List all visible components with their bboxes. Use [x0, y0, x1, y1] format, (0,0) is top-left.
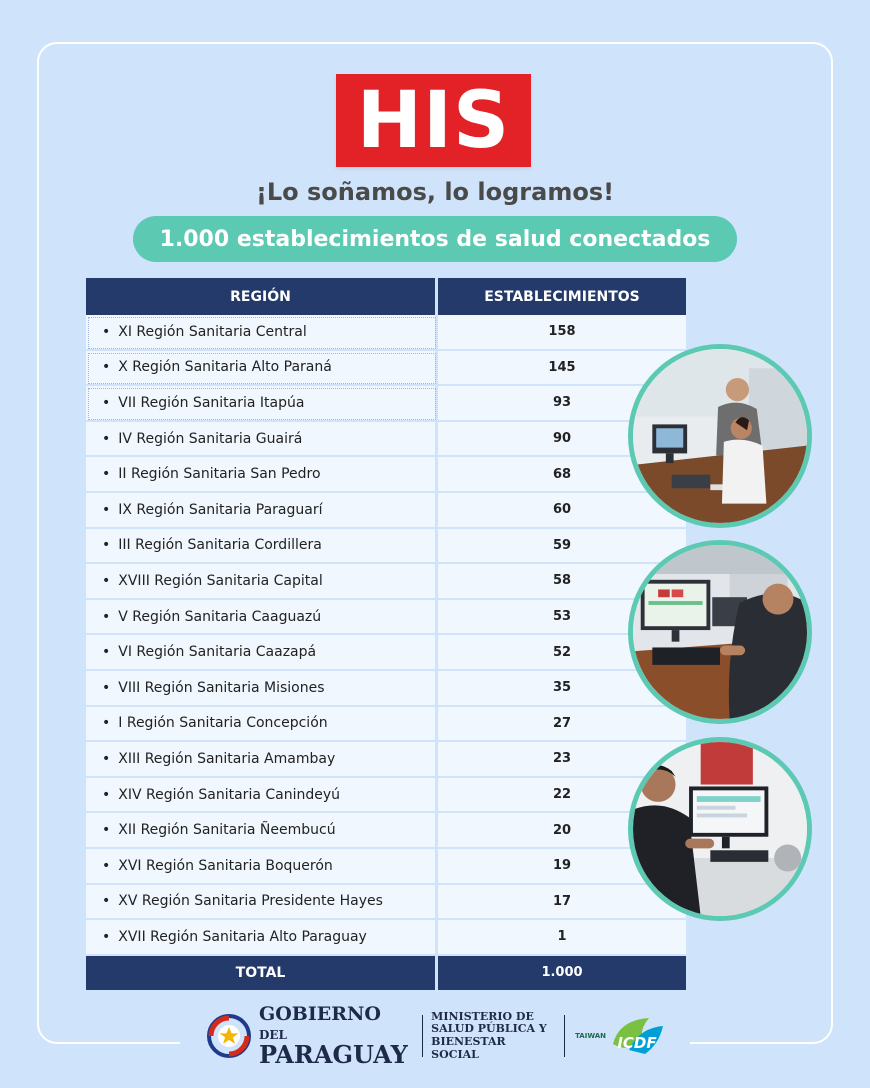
- taiwan-label: TAIWAN: [575, 1032, 606, 1040]
- region-cell: • III Región Sanitaria Cordillera: [86, 529, 438, 565]
- ministry-line1: MINISTERIO DE: [431, 1009, 534, 1023]
- region-cell: • V Región Sanitaria Caaguazú: [86, 600, 438, 636]
- highlight-pill: 1.000 establecimientos de salud conectados: [133, 216, 737, 262]
- gov-line2: PARAGUAY: [259, 1040, 408, 1069]
- region-cell: • XVIII Región Sanitaria Capital: [86, 564, 438, 600]
- tagline: ¡Lo soñamos, lo logramos!: [255, 178, 615, 206]
- count-cell: 145: [438, 351, 686, 387]
- table-row: [86, 493, 686, 529]
- government-wordmark: [259, 1005, 414, 1067]
- footer-divider: [422, 1015, 423, 1057]
- total-value: 1.000: [438, 956, 686, 990]
- gov-line1: GOBIERNO: [259, 1003, 381, 1025]
- region-cell: • XV Región Sanitaria Presidente Hayes: [86, 885, 438, 921]
- region-cell: • XI Región Sanitaria Central: [86, 315, 438, 351]
- region-cell: • I Región Sanitaria Concepción: [86, 707, 438, 743]
- count-cell: 93: [438, 386, 686, 422]
- count-cell: 17: [438, 885, 686, 921]
- ministry-line2: SALUD PÚBLICA Y: [431, 1022, 547, 1036]
- region-cell: • X Región Sanitaria Alto Paraná: [86, 351, 438, 387]
- count-cell: 60: [438, 493, 686, 529]
- table-row: [86, 742, 686, 778]
- table-row: [86, 564, 686, 600]
- table-row: [86, 707, 686, 743]
- count-cell: 68: [438, 457, 686, 493]
- ministry-wordmark: [431, 1011, 556, 1062]
- table-total-row: [86, 956, 686, 990]
- count-cell: 23: [438, 742, 686, 778]
- table-row: [86, 315, 686, 351]
- region-cell: • IX Región Sanitaria Paraguarí: [86, 493, 438, 529]
- table-row: [86, 386, 686, 422]
- his-logo: [336, 74, 531, 167]
- count-cell: 35: [438, 671, 686, 707]
- photo-staff-at-computer: [628, 344, 812, 528]
- column-header-region: REGIÓN: [86, 278, 438, 315]
- region-cell: • VI Región Sanitaria Caazapá: [86, 635, 438, 671]
- total-label: TOTAL: [86, 956, 438, 990]
- region-cell: • VIII Región Sanitaria Misiones: [86, 671, 438, 707]
- his-logo-text: HIS: [356, 75, 511, 166]
- table-row: [86, 351, 686, 387]
- count-cell: 20: [438, 813, 686, 849]
- table-row: [86, 600, 686, 636]
- table-row: [86, 813, 686, 849]
- table-row: [86, 885, 686, 921]
- icdf-logo-icon: [609, 1014, 665, 1058]
- table-header-row: [86, 278, 686, 315]
- region-cell: • XII Región Sanitaria Ñeembucú: [86, 813, 438, 849]
- column-header-establishments: ESTABLECIMIENTOS: [438, 278, 686, 315]
- region-cell: • II Región Sanitaria San Pedro: [86, 457, 438, 493]
- count-cell: 19: [438, 849, 686, 885]
- user-at-computer-icon: [633, 742, 807, 916]
- table-row: [86, 635, 686, 671]
- table-row: [86, 529, 686, 565]
- footer-logos: [205, 1003, 665, 1069]
- icdf-text: ICDF: [617, 1034, 657, 1052]
- count-cell: 58: [438, 564, 686, 600]
- table-row: [86, 457, 686, 493]
- region-cell: • VII Región Sanitaria Itapúa: [86, 386, 438, 422]
- count-cell: 53: [438, 600, 686, 636]
- regions-table: [86, 278, 686, 990]
- table-row: [86, 778, 686, 814]
- table-row: [86, 849, 686, 885]
- region-cell: • XVII Región Sanitaria Alto Paraguay: [86, 920, 438, 956]
- table-row: [86, 671, 686, 707]
- count-cell: 27: [438, 707, 686, 743]
- table-row: [86, 422, 686, 458]
- photo-workstation: [628, 540, 812, 724]
- gov-del: DEL: [259, 1028, 287, 1042]
- table-row: [86, 920, 686, 956]
- region-cell: • XIV Región Sanitaria Canindeyú: [86, 778, 438, 814]
- count-cell: 90: [438, 422, 686, 458]
- region-cell: • XIII Región Sanitaria Amambay: [86, 742, 438, 778]
- region-cell: • IV Región Sanitaria Guairá: [86, 422, 438, 458]
- workstation-icon: [633, 545, 807, 719]
- count-cell: 1: [438, 920, 686, 956]
- paraguay-seal-icon: [205, 1012, 253, 1060]
- photo-user-at-computer: [628, 737, 812, 921]
- footer-divider: [564, 1015, 565, 1057]
- count-cell: 22: [438, 778, 686, 814]
- count-cell: 52: [438, 635, 686, 671]
- count-cell: 158: [438, 315, 686, 351]
- ministry-line3: BIENESTAR SOCIAL: [431, 1035, 506, 1061]
- region-cell: • XVI Región Sanitaria Boquerón: [86, 849, 438, 885]
- count-cell: 59: [438, 529, 686, 565]
- staff-at-computer-icon: [633, 349, 807, 523]
